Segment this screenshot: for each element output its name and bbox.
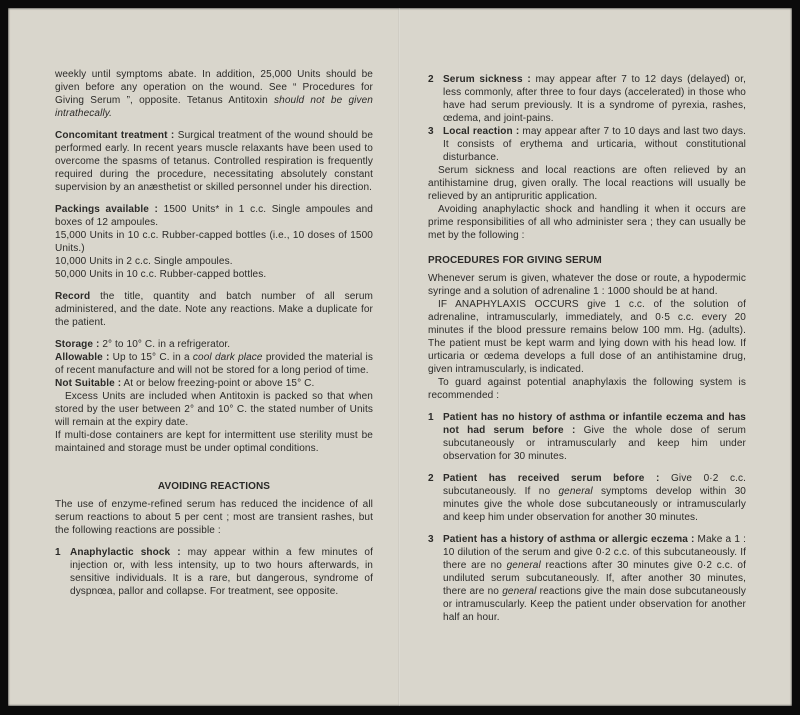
- avoiding-reactions-paragraph: The use of enzyme-refined serum has reduced the incidence of all serum reactions to about 5 per cent ; most are transient rashes, but the following reactions are possible :: [55, 499, 373, 536]
- packings-paragraph: Packings available : 1500 Units* in 1 c.c. Single ampoules and boxes of 12 ampoules.: [55, 204, 373, 228]
- procedure-item-received-before: 2 Patient has received serum before : Give 0·2 c.c. subcutaneously. If no general symptoms develop within 30 minutes give the whole dose subcutaneously or intramuscularly and keep him under observation for another 30 minutes.: [428, 473, 747, 523]
- avoid-anaphylaxis-paragraph: Avoiding anaphylactic shock and handling it when it occurs are prime responsibilities of all who administer sera ; they can usually be met by the following :: [428, 204, 746, 241]
- packing-line: 15,000 Units in 10 c.c. Rubber-capped bottles (i.e., 10 doses of 1500 Units.): [55, 230, 373, 254]
- whenever-paragraph: Whenever serum is given, whatever the dose or route, a hypodermic syringe and a solution of adrenaline 1 : 1000 should be at hand.: [428, 273, 746, 297]
- procedures-heading: PROCEDURES FOR GIVING SERUM: [428, 255, 602, 266]
- item-number: 3: [428, 534, 434, 545]
- relief-paragraph: Serum sickness and local reactions are often relieved by an antihistamine drug, given orally. The local reactions will usually be relieved by an antipruritic application.: [428, 165, 746, 202]
- storage-line: Storage : 2° to 10° C. in a refrigerator.: [55, 339, 231, 350]
- record-paragraph: Record the title, quantity and batch number of all serum administered, and the date. Note any reactions. Make a duplicate for the patient.: [55, 291, 373, 328]
- reaction-item-serum-sickness: 2 Serum sickness : may appear after 7 to 12 days (delayed) or, less commonly, after three to four days (accelerated) in those who have had serum previously. It is a syndrome of pyrexia, rashes, œdema, and joint-pains.: [428, 74, 746, 124]
- item-number: 1: [428, 412, 434, 423]
- reaction-item-local: 3 Local reaction : may appear after 7 to 10 days and last two days. It consists of erythema and urticaria, without constitutional disturbance.: [428, 126, 746, 163]
- procedure-item-asthma-history: 3 Patient has a history of asthma or allergic eczema : Make a 1 : 10 dilution of the serum and give 0·2 c.c. of this subcutaneously. If there are no general reactions after 30 minutes give 0·2 c.c. of undiluted serum subcutaneously. If, after another 30 minutes, there are no general reactions give the main dose subcutaneously or intramuscularly. Keep the patient under observation for another half an hour.: [428, 534, 746, 623]
- left-column: [55, 68, 373, 598]
- reaction-item-anaphylactic: 1 Anaphylactic shock : may appear within a few minutes of injection or, with less intensity, up to two hours afterwards, in sensitive individuals. It is a rare, but dangerous, syndrome of dyspnœa, pallor and collapse. For treatment, see opposite.: [55, 547, 374, 597]
- concomitant-treatment-paragraph: Concomitant treatment : Surgical treatment of the wound should be performed early. In recent years muscle relaxants have been used to overcome the spasms of tetanus. Controlled respiration is frequently required during the procedure, necessitating absolutely constant supervision by an anæsthetist or skilled personnel under his direction.: [55, 130, 374, 193]
- allowable-line: Allowable : Up to 15° C. in a cool dark place provided the material is of recent manufacture and will not be stored for a long period of time.: [55, 352, 374, 376]
- not-suitable-line: Not Suitable : At or below freezing-point or above 15° C.: [55, 378, 315, 389]
- avoiding-reactions-heading: AVOIDING REACTIONS: [157, 481, 271, 492]
- packing-line: 50,000 Units in 10 c.c. Rubber-capped bottles.: [55, 269, 267, 280]
- multi-dose-paragraph: If multi-dose containers are kept for intermittent use sterility must be maintained and storage must be under optimal conditions.: [55, 430, 373, 454]
- item-number: 2: [428, 74, 434, 85]
- intro-paragraph: weekly until symptoms abate. In addition, 25,000 Units should be given before any operation on the wound. See “ Procedures for Giving Serum ”, opposite. Tetanus Antitoxin should not be given intrathecally.: [55, 69, 373, 119]
- item-number: 2: [428, 473, 434, 484]
- item-number: 1: [55, 547, 61, 558]
- if-anaphylaxis-paragraph: IF ANAPHYLAXIS OCCURS give 1 c.c. of the solution of adrenaline, intramuscularly, immediately, and 0·5 c.c. every 20 minutes if the blood pressure remains below 100 mm. Hg. (adults). The patient must be kept warm and lying down with his head low. If urticaria or œdema develops a full dose of an antihistamine drug, given intramuscularly, is indicated.: [428, 299, 746, 375]
- right-column: [428, 73, 746, 624]
- procedure-item-no-history: 1 Patient has no history of asthma or infantile eczema and has not had serum before : Give the whole dose of serum subcutaneously or intramuscularly and keep him under observation for 30 minutes.: [428, 412, 746, 462]
- excess-units-paragraph: Excess Units are included when Antitoxin is packed so that when stored by the user between 2° and 10° C. the stated number of Units will remain at the expiry date.: [55, 391, 373, 428]
- packing-line: 10,000 Units in 2 c.c. Single ampoules.: [55, 256, 233, 267]
- center-fold: [398, 8, 400, 706]
- guard-paragraph: To guard against potential anaphylaxis the following system is recommended :: [428, 377, 746, 401]
- item-number: 3: [428, 126, 434, 137]
